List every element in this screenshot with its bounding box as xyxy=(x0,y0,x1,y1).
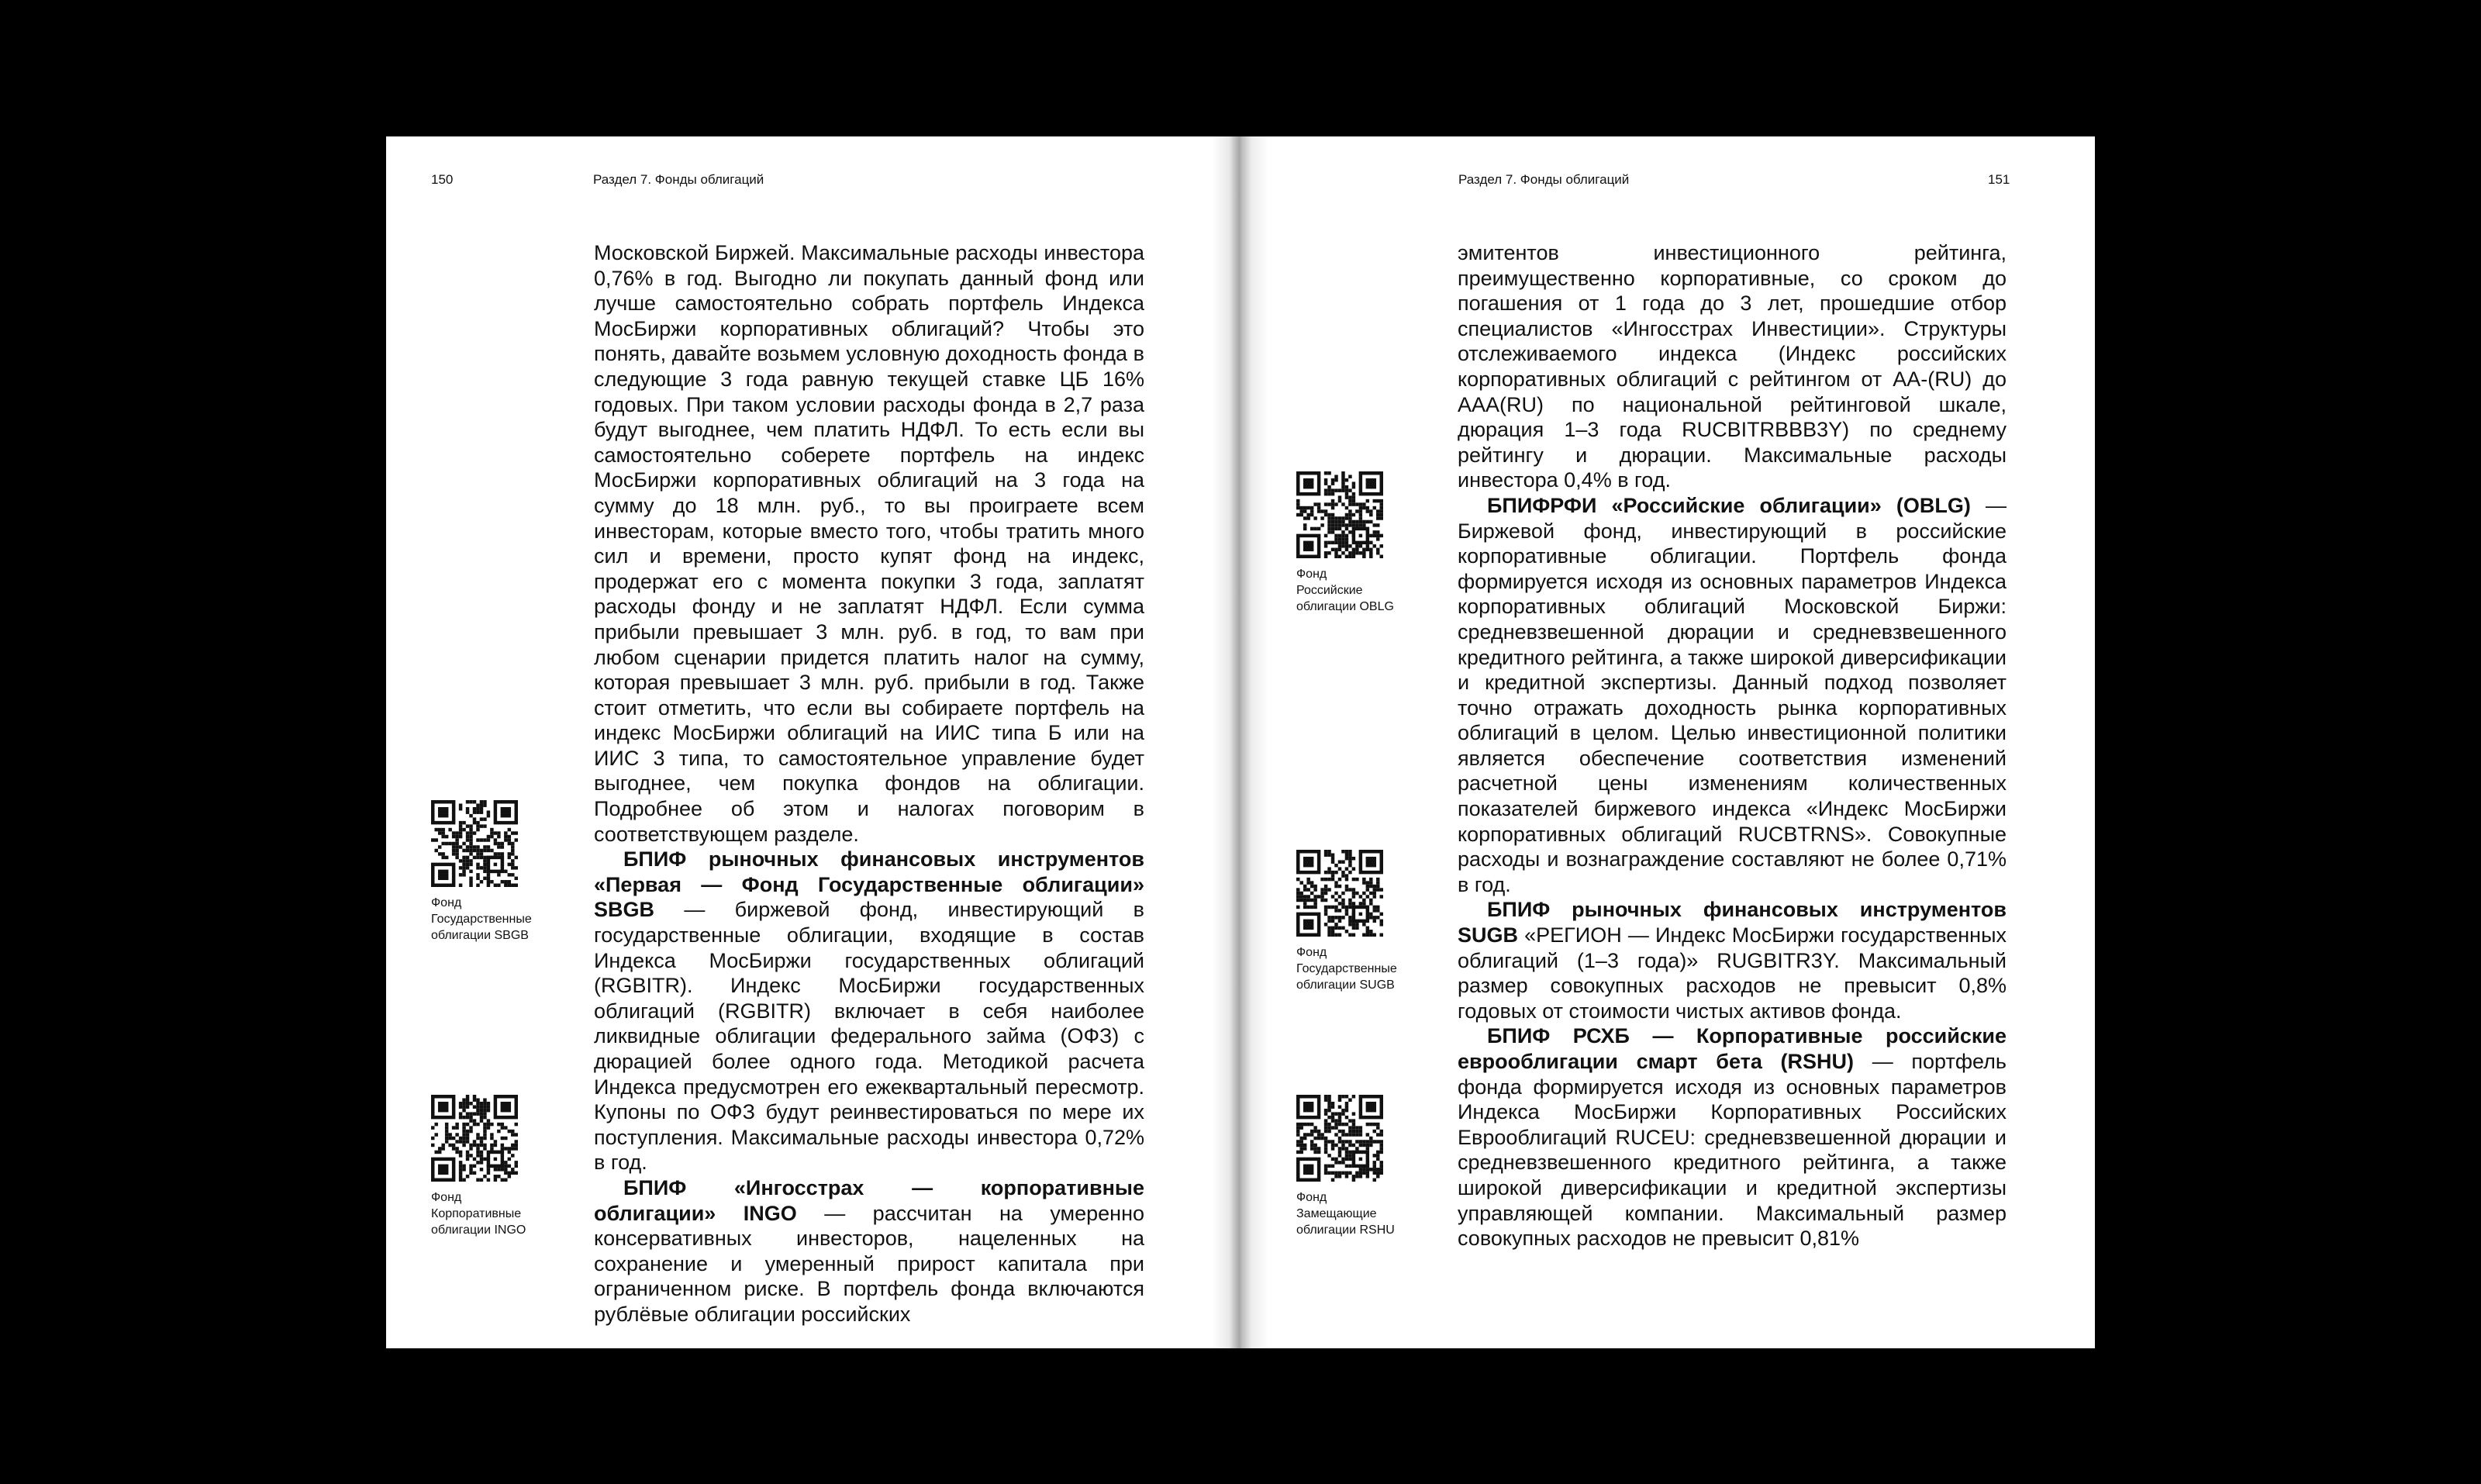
qr-caption: Фонд Государственные облигации SBGB xyxy=(431,896,532,942)
qr-caption: Фонд Государственные облигации SUGB xyxy=(1296,946,1397,992)
qr-code[interactable] xyxy=(1296,1095,1383,1182)
qr-block-oblg xyxy=(1296,471,1420,615)
qr-code[interactable] xyxy=(431,800,518,887)
qr-block-rshu xyxy=(1296,1095,1420,1238)
paragraph: Московской Биржей. Максимальные расходы инвестора 0,76% в год. Выгодно ли покупать данный фонд или лучше самостоятельно собрать портфель Индекса МосБиржи корпоративных облигаций? Чтобы это понять, давайте возьмем условную доходность фонда в следующие 3 года равную текущей ставке ЦБ 16% годовых. При таком условии расходы фонда в 2,7 раза будут выгоднее, чем платить НДФЛ. То есть если вы самостоятельно соберете портфель на индекс МосБиржи корпоративных облигаций на 3 года на сумму до 18 млн. руб., то вы проиграете всем инвесторам, которые вместо того, чтобы тратить много сил и времени, просто купят фонд на индекс, продержат его с момента покупки 3 года, заплатят расходы фонду и не заплатят НДФЛ. Если сумма прибыли превышает 3 млн. руб. в год, то вам при любом сценарии придется платить налог на сумму, которая превышает 3 млн. руб. прибыли в год. Также стоит отметить, что если вы собираете портфель на индекс МосБиржи облигаций на ИИС типа Б или на ИИС 3 типа, то самостоятельное управление будет выгоднее, чем покупка фондов на облигации. Подробнее об этом и налогах поговорим в соответствующем разделе. xyxy=(594,241,1144,846)
book-gutter-shadow xyxy=(1213,136,1268,1348)
paragraph: БПИФ «Ингосстрах — корпоративные облигации» INGO — рассчитан на умеренно консервативных инвесторов, нацеленных на сохранение и умеренный прирост капитала при ограниченном риске. В портфель фонда включаются рублёвые облигации российских xyxy=(594,1175,1145,1326)
paragraph: БПИФ РСХБ — Корпоративные российские еврооблигации смарт бета (RSHU) — портфель фонда формируется исходя из основных параметров Индекса МосБиржи Корпоративных Российских Еврооблигаций RUCEU: средневзвешенной дюрации и средневзвешенного кредитного рейтинга, а также широкой диверсификации и кредитной экспертизы управляющей компании. Максимальный размер совокупных расходов не превысит 0,81% xyxy=(1458,1024,2007,1251)
paragraph: БПИФ рыночных финансовых инструментов «Первая — Фонд Государственные облигации» SBGB — биржевой фонд, инвестирующий в государственные облигации, входящие в состав Индекса МосБиржи государственных облигаций (RGBITR). Индекс МосБиржи государственных облигаций (RGBITR) включает в себя наиболее ликвидные облигации федерального займа (ОФЗ) с дюрацией более одного года. Методикой расчета Индекса предусмотрен его ежеквартальный пересмотр. Купоны по ОФЗ будут реинвестироваться по мере их поступления. Максимальные расходы инвестора 0,72% в год. xyxy=(594,847,1144,1175)
qr-caption: Фонд Корпоративные облигации INGO xyxy=(431,1191,526,1237)
book-spread xyxy=(386,136,2095,1348)
show-through-text xyxy=(464,240,580,628)
qr-code[interactable] xyxy=(1296,471,1383,558)
qr-code[interactable] xyxy=(431,1095,518,1182)
qr-block-ingo xyxy=(431,1095,555,1238)
qr-code[interactable] xyxy=(1296,850,1383,937)
left-page xyxy=(386,136,1240,1348)
page-number: 151 xyxy=(1988,172,2010,187)
paragraph: эмитентов инвестиционного рейтинга, преимущественно корпоративные, со сроком до погашения от 1 года до 3 лет, прошедшие отбор специалистов «Ингосстрах Инвестиции». Структуры отслеживаемого индекса (Индекс российских корпоративных облигаций с рейтингом от АА-(RU) до ААА(RU) по национальной рейтинговой шкале, дюрация 1–3 года RUCBITRBBB3Y) по среднему рейтингу и дюрации. Максимальные расходы инвестора 0,4% в год. xyxy=(1458,241,2007,492)
right-page xyxy=(1240,136,2095,1348)
left-body-text xyxy=(594,240,1144,1327)
paragraph: БПИФ рыночных финансовых инструментов SUGB «РЕГИОН — Индекс МосБиржи государственных облигаций (1–3 года)» RUGBITR3Y. Максимальный размер совокупных расходов не превысит 0,8% годовых от стоимости чистых активов фонда. xyxy=(1458,898,2007,1023)
section-title: Раздел 7. Фонды облигаций xyxy=(593,172,764,187)
qr-block-sugb xyxy=(1296,850,1420,993)
qr-caption: Фонд Российские облигации OBLG xyxy=(1296,568,1394,613)
qr-caption: Фонд Замещающие облигации RSHU xyxy=(1296,1191,1395,1237)
paragraph: БПИФРФИ «Российские облигации» (OBLG) — Биржевой фонд, инвестирующий в российские корпоративные облигации. Портфель фонда формируется исходя из основных параметров Индекса корпоративных облигаций Московской Биржи: средневзвешенной дюрации и средневзвешенного кредитного рейтинга, а также широкой диверсификации и кредитной экспертизы. Данный подход позволяет точно отражать доходность рынка корпоративных облигаций в целом. Целью инвестиционной политики является обеспечение соответствия изменений расчетной цены изменениям количественных показателей биржевого индекса «Индекс МосБиржи корпоративных облигаций RUCBTRNS». Совокупные расходы и вознаграждение составляют не более 0,71% в год. xyxy=(1458,493,2007,896)
section-title: Раздел 7. Фонды облигаций xyxy=(1458,172,1630,187)
right-body-text xyxy=(1458,240,2007,1251)
page-number: 150 xyxy=(431,172,454,187)
qr-block-sbgb xyxy=(431,800,555,944)
